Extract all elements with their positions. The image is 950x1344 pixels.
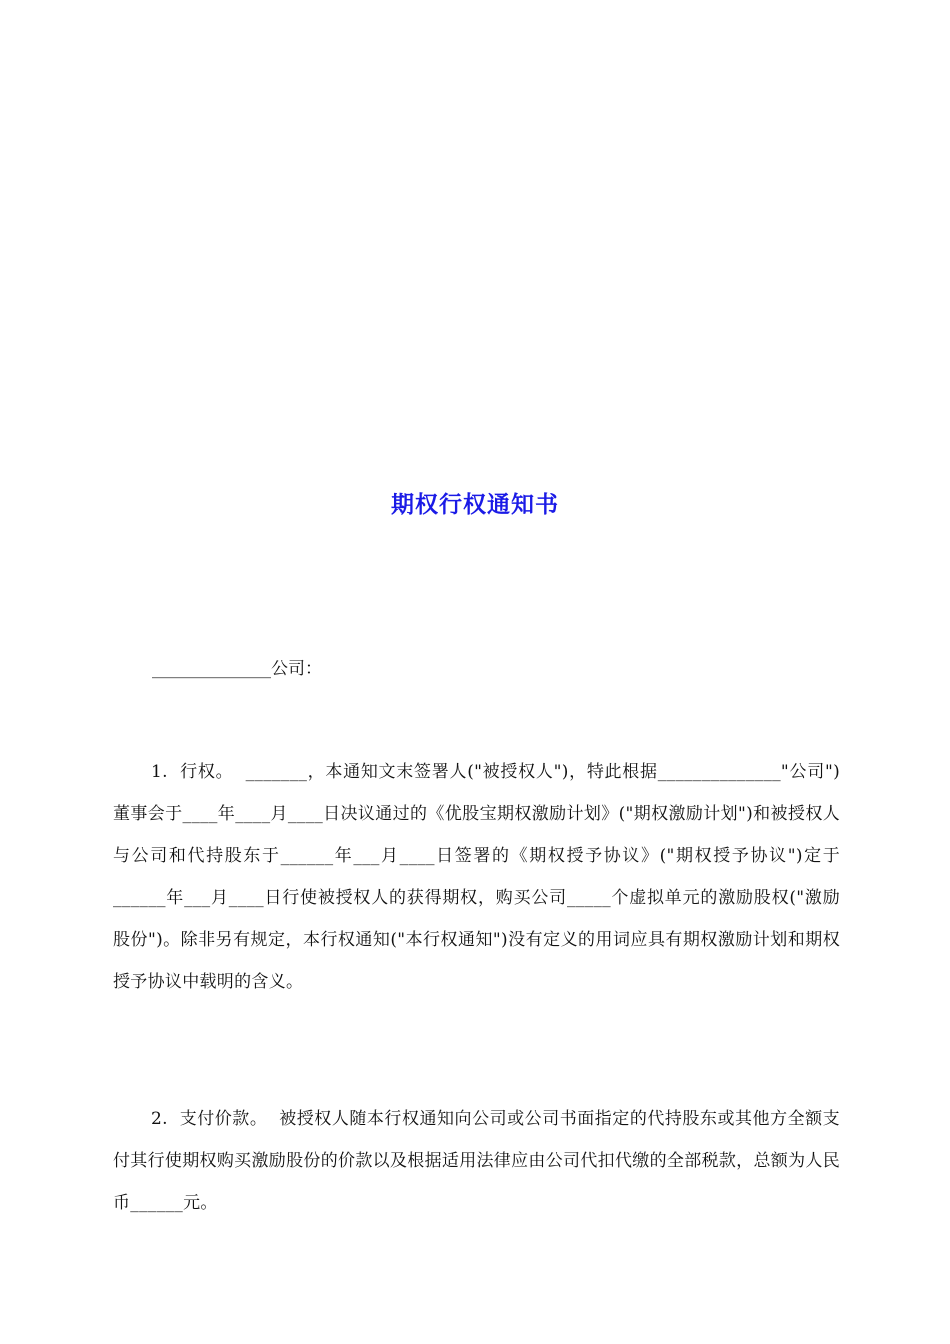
document-title: 期权行权通知书: [391, 492, 559, 518]
clause-text: 被授权人随本行权通知向公司或公司书面指定的代持股东或其他方全额支付其行使期权购买激励股份的价款以及根据适用法律应由公司代扣代缴的全部税款，总额为人民币______元。: [113, 1109, 840, 1213]
clause-heading: 行权。: [180, 762, 234, 782]
clause-number: 1.: [151, 762, 168, 782]
clause-payment: [113, 1098, 840, 1224]
addressee-line: ______________公司：: [152, 659, 322, 679]
clause-number: 2.: [151, 1109, 168, 1129]
clause-text: _______，本通知文末签署人("被授权人")，特此根据______________"公司")董事会于____年____月____日决议通过的《优股宝期权激励计划》("期权激励计划")和被授权人与公司和代持股东于______年___月____日签署的《期权授予协议》("期权授予协议")定于______年___月____日行使被授权人的获得期权，购买公司_____个虚拟单元的激励股权("激励股份")。除非另有规定，本行权通知("本行权通知")没有定义的用词应具有期权激励计划和期权授予协议中载明的含义。: [113, 762, 840, 992]
clause-exercise: [113, 751, 840, 1003]
clause-heading: 支付价款。: [179, 1109, 268, 1129]
